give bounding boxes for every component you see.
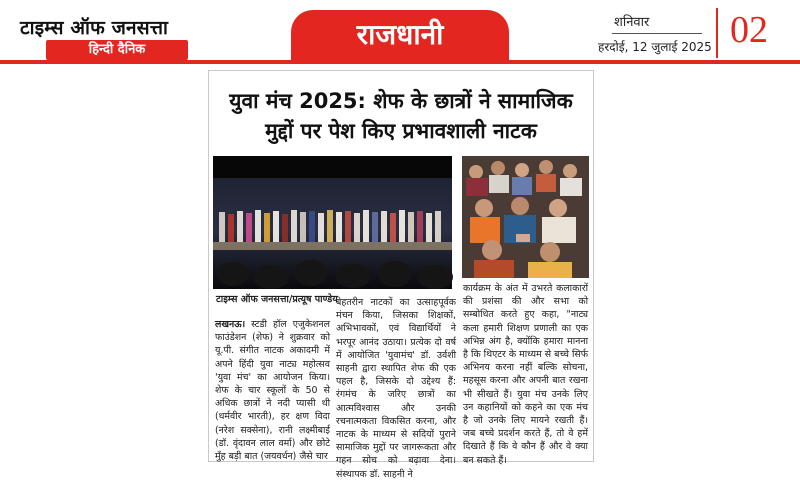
article-headline: युवा मंच 2025: शेफ के छात्रों ने सामाजिक मुद्दों पर पेश किए प्रभावशाली नाटक — [229, 89, 573, 143]
stage-photo-illustration — [213, 156, 452, 289]
section-title: राजधानी — [291, 10, 509, 62]
article-column-1-text: स्टडी हॉल एजुकेशनल फाउंडेशन (शेफ) ने शुक्रवार को यू.पी. संगीत नाटक अकादमी में अपने हिंदी युवा नाट्य महोत्सव 'युवा मंच' का आयोजन किया। शेफ के चार स्कूलों के 50 से अधिक छात्रों ने नदी प्यासी थी (धर्मवीर भारती), हर क्षण विदा (नरेश सक्सेना), रानी लक्ष्मीबाई (डॉ. वृंदावन लाल वर्मा) और छोटे मुँह बड़ी बात (जयवर्धन) जैसे चार — [215, 319, 330, 463]
page-number-divider — [716, 8, 718, 58]
masthead — [0, 0, 800, 66]
stage-performance-photo — [213, 156, 452, 289]
article-dateline: लखनऊ। — [215, 319, 246, 330]
audience-photo — [462, 156, 589, 278]
article-column-2: बेहतरीन नाटकों का उत्साहपूर्वक मंचन किया, जिसका शिक्षकों, अभिभावकों, एवं विद्यार्थियों ने भरपूर आनंद उठाया। प्रत्येक दो वर्ष में आयोजित 'युवामंच' डॉ. उर्वशी साहनी द्वारा स्थापित शेफ की एक पहल है, जिसके दो उद्देश्य हैं: रंगमंच के जरिए छात्रों का आत्मविश्वास और उनकी रचनात्मकता विकसित करना, और नाटक के माध्यम से सदियों पुराने सामाजिक मुद्दों पर जागरूकता और गहन सोच को बढ़ावा देना। संस्थापक डॉ. साहनी ने — [336, 297, 456, 480]
newspaper-tagline: हिन्दी दैनिक — [46, 40, 188, 60]
article-column-1 — [215, 318, 330, 463]
issue-day: शनिवार — [614, 15, 650, 30]
date-divider — [612, 33, 702, 34]
issue-dateline: हरदोई, 12 जुलाई 2025 — [598, 40, 712, 54]
article-column-3: कार्यक्रम के अंत में उभरते कलाकारों की प्रशंसा की और सभा को सम्बोधित करते हुए कहा, "नाट्य कला हमारी शिक्षण प्रणाली का एक अभिन्न अंग है, क्योंकि हमारा मानना है कि थिएटर के माध्यम से बच्चे सिर्फ अभिनय करना नहीं बल्कि सोचना, महसूस करना और अपनी बात रखना भी सीखते हैं। युवा मंच उनके लिए उन कहानियों को कहने का एक मंच है जो उनके लिए मायने रखती हैं। जब बच्चे प्रदर्शन करते हैं, तो वे हमें दिखाते हैं कि वे कौन हैं और वे क्या बन सकते हैं। — [463, 283, 588, 466]
masthead-rule — [0, 60, 800, 64]
photo-credit: टाइम्स ऑफ जनसत्ता/प्रत्यूष पाण्डेय — [216, 294, 338, 305]
audience-photo-illustration — [462, 156, 589, 278]
newspaper-name: टाइम्स ऑफ जनसत्ता — [20, 17, 169, 39]
page-number: 02 — [730, 9, 768, 51]
